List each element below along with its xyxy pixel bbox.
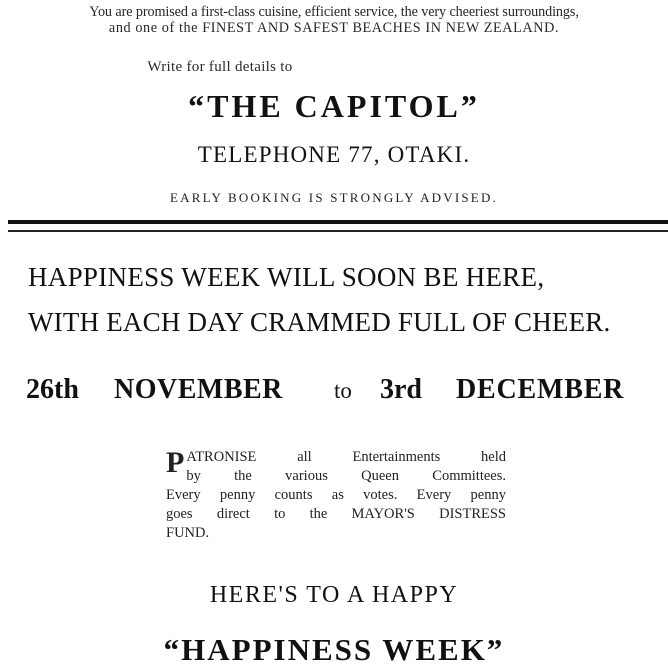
date-separator: to (334, 378, 352, 403)
hotel-name-heading: “THE CAPITOL” (188, 88, 480, 124)
patronise-line: FUND. (166, 525, 210, 541)
month-start: NOVEMBER (114, 374, 283, 405)
drop-cap: P (166, 446, 185, 479)
closing-line-1: HERE'S TO A HAPPY (209, 582, 459, 608)
month-end: DECEMBER (456, 374, 625, 405)
date-range (26, 374, 656, 414)
write-for-details: Write for full details to (147, 59, 293, 75)
patronise-paragraph (166, 448, 506, 543)
telephone-line: TELEPHONE 77, OTAKI. (197, 142, 471, 167)
date-end: 3rd (380, 374, 422, 405)
patronise-line: by the various Queen Committees. (186, 468, 506, 484)
divider-thick (8, 220, 668, 224)
booking-note: EARLY BOOKING IS STRONGLY ADVISED. (170, 190, 498, 205)
closing-line-2: “HAPPINESS WEEK” (163, 632, 505, 667)
patronise-line: ATRONISE all Entertainments held (186, 449, 506, 465)
happiness-headline-2: WITH EACH DAY CRAMMED FULL OF CHEER. (28, 307, 611, 337)
happiness-headline-1: HAPPINESS WEEK WILL SOON BE HERE, (28, 262, 545, 292)
date-start: 26th (26, 374, 79, 405)
intro-line-1: You are promised a first-class cuisine, efficient service, the very cheeriest surroundings, (89, 4, 579, 20)
intro-line-2: and one of the FINEST AND SAFEST BEACHES IN NEW ZEALAND. (108, 20, 560, 36)
patronise-line: Every penny counts as votes. Every penny (166, 487, 506, 503)
patronise-line: goes direct to the MAYOR'S DISTRESS (166, 506, 506, 522)
divider-thin (8, 230, 668, 232)
